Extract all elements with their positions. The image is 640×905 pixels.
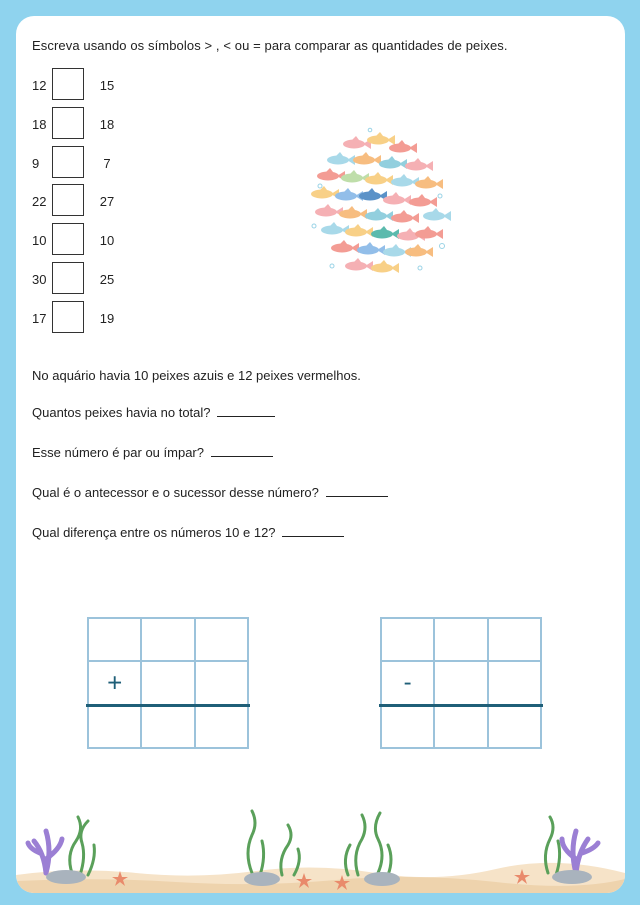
left-number: 30 xyxy=(32,272,47,287)
comparison-row xyxy=(32,107,152,141)
grid-cell[interactable] xyxy=(434,661,487,704)
question-total xyxy=(32,404,275,420)
comparison-row xyxy=(32,184,152,218)
grid-cell[interactable] xyxy=(488,705,541,748)
question-difference xyxy=(32,524,344,540)
result-line xyxy=(86,704,250,707)
answer-box[interactable] xyxy=(52,301,84,333)
right-number: 7 xyxy=(103,156,111,171)
grid-cell[interactable] xyxy=(141,705,194,748)
plus-sign: + xyxy=(107,667,123,698)
grid-cell[interactable] xyxy=(488,618,541,661)
grid-cell[interactable] xyxy=(88,661,141,704)
answer-box[interactable] xyxy=(52,146,84,178)
answer-box[interactable] xyxy=(52,223,84,255)
right-number: 18 xyxy=(99,117,115,132)
grid-cell[interactable] xyxy=(141,661,194,704)
seaweed-icon xyxy=(345,813,391,875)
left-number: 10 xyxy=(32,233,47,248)
answer-box[interactable] xyxy=(52,262,84,294)
subtraction-grid xyxy=(380,617,542,749)
worksheet xyxy=(16,16,625,893)
rock-icon xyxy=(244,872,280,886)
result-line xyxy=(379,704,543,707)
rock-icon xyxy=(46,870,86,884)
grid-cell[interactable] xyxy=(434,618,487,661)
fish-circle-illustration xyxy=(292,116,462,286)
right-number: 25 xyxy=(99,272,115,287)
question-text: Qual é o antecessor e o sucessor desse número? xyxy=(32,485,319,500)
answer-box[interactable] xyxy=(52,107,84,139)
question-neighbors xyxy=(32,484,388,500)
rock-icon xyxy=(552,870,592,884)
minus-sign: - xyxy=(403,668,412,696)
grid-cell[interactable] xyxy=(88,618,141,661)
answer-blank[interactable] xyxy=(326,484,388,497)
grid-cell[interactable] xyxy=(434,705,487,748)
answer-box[interactable] xyxy=(52,184,84,216)
seabed-decoration xyxy=(16,783,625,893)
answer-box[interactable] xyxy=(52,68,84,100)
question-text: Quantos peixes havia no total? xyxy=(32,405,211,420)
left-number: 17 xyxy=(32,311,47,326)
grid-cell[interactable] xyxy=(88,705,141,748)
right-number: 10 xyxy=(99,233,115,248)
answer-blank[interactable] xyxy=(282,524,344,537)
grid-cell[interactable] xyxy=(195,705,248,748)
question-text: Qual diferença entre os números 10 e 12? xyxy=(32,525,276,540)
comparison-row xyxy=(32,68,152,102)
grid-cell[interactable] xyxy=(195,618,248,661)
grid-cell[interactable] xyxy=(381,618,434,661)
comparison-row xyxy=(32,262,152,296)
coral-icon xyxy=(28,831,62,873)
question-text: Esse número é par ou ímpar? xyxy=(32,445,204,460)
right-number: 27 xyxy=(99,194,115,209)
right-number: 15 xyxy=(99,78,115,93)
right-number: 19 xyxy=(99,311,115,326)
addition-grid xyxy=(87,617,249,749)
left-number: 12 xyxy=(32,78,47,93)
left-number: 22 xyxy=(32,194,47,209)
grid-cell[interactable] xyxy=(488,661,541,704)
answer-blank[interactable] xyxy=(211,444,273,457)
grid-cell[interactable] xyxy=(195,661,248,704)
grid-cell[interactable] xyxy=(141,618,194,661)
comparison-row xyxy=(32,223,152,257)
answer-blank[interactable] xyxy=(217,404,275,417)
question-parity xyxy=(32,444,273,460)
grid-cell[interactable] xyxy=(381,705,434,748)
comparison-row xyxy=(32,146,152,180)
seaweed-icon xyxy=(248,811,299,875)
seaweed-icon xyxy=(70,817,95,875)
rock-icon xyxy=(364,872,400,886)
left-number: 9 xyxy=(32,156,40,171)
problem-statement: No aquário havia 10 peixes azuis e 12 peixes vermelhos. xyxy=(32,368,361,383)
instruction-text: Escreva usando os símbolos > , < ou = para comparar as quantidades de peixes. xyxy=(32,38,508,53)
grid-cell[interactable] xyxy=(381,661,434,704)
left-number: 18 xyxy=(32,117,47,132)
comparison-row xyxy=(32,301,152,335)
